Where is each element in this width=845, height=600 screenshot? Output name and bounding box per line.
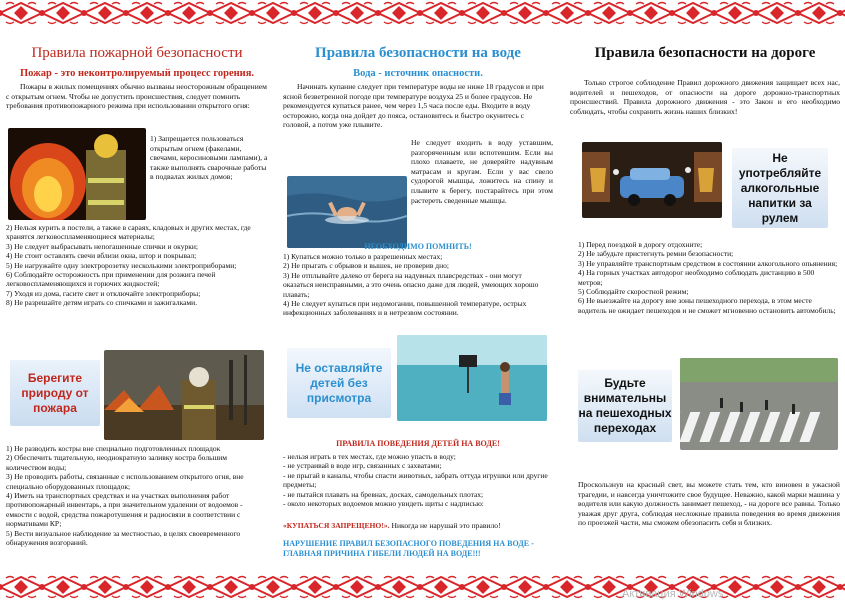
list-item: 1) Не разводить костры вне специально подготовленных площадок — [6, 444, 221, 453]
water-danger-subtitle: Вода - источник опасности. — [353, 68, 483, 79]
watch-children-callout: Не оставляйте детей без присмотра — [287, 348, 391, 418]
fire-rule-1: 1) Запрещается пользоваться открытым огнем (факелами, свечами, керосиновыми лампами), а также выполнять сварочные работы в подвалах жилых домов; — [150, 134, 268, 182]
car-crash-alcohol-photo — [582, 142, 722, 218]
list-item: 2) Нельзя курить в постели, а также в сараях, кладовых и других местах, где хранятся легковоспламеняющиеся материалы; — [6, 223, 251, 242]
remember-heading: НЕОБХОДИМО ПОМНИТЬ! — [364, 242, 472, 251]
list-item: 2) Не прыгать с обрывов и вышек, не проверив дно; — [283, 261, 449, 271]
list-item: - не устраивай в воде игр, связанных с захватами; — [283, 461, 442, 471]
list-item: 5) Соблюдайте скоростной режим; — [578, 287, 689, 297]
child-at-lake-photo — [397, 335, 547, 421]
road-outro: Проскользнув на красный свет, вы можете стать тем, кто виновен в ужасной трагедии, и навсегда уничтожите свое будущее. Неважно, какой марки машина у водителя или какую должность занимает пешеход, - на дороге все равны. Только уважая друг друга, соблюдая несложные правила поведения во время движения по проезжей части, мы сможем обезопасить себя и близких. — [578, 480, 840, 528]
water-intro: Начинать купание следует при температуре воды не ниже 18 градусов и при ясной безветренной погоде при температуре воздуха 25 и более градусов. Не рекомендуется купаться ранее, чем через 1,5 часа после еды. Входите в воду осторожно, когда она дойдет до пояса, остановитесь и быстро окунитесь с головой, а потом уже плывите. — [283, 82, 544, 130]
list-item: 3) Не управляйте транспортным средством в состоянии алкогольного опьянения; — [578, 258, 838, 268]
crosswalk-photo — [680, 358, 838, 450]
no-swimming-tail: Никогда не нарушай это правило! — [389, 521, 501, 530]
no-swimming-sign-text: «КУПАТЬСЯ ЗАПРЕЩЕНО!». — [283, 521, 390, 530]
list-item: 8) Не разрешайте детям играть со спичками и зажигалками. — [6, 298, 198, 308]
list-item: 5) Вести визуальное наблюдение за местностью, в целях своевременного обнаружения возгораний. — [6, 528, 241, 548]
list-item: 4) На горных участках автодорог необходимо соблюдать дистанцию в 500 метров; — [578, 268, 815, 287]
road-rules-list — [578, 240, 840, 315]
fire-safety-column — [6, 30, 268, 570]
fire-intro: Пожары в жилых помещениях обычно вызваны неосторожным обращением с открытым огнем. Чтобы не допустить происшествия, следует помнить требования противопожарного режима при использовании открытого огня: — [6, 82, 267, 111]
list-item: 6) Соблюдайте осторожность при применении для розжига печей легковоспламеняющихся и горючих жидкостей; — [6, 270, 216, 289]
list-item: - нельзя играть в тех местах, где можно упасть в воду; — [283, 452, 456, 461]
list-item: 4) Не следует купаться при недомогании, повышенной температуре, острых инфекционных заболеваниях и в нетрезвом состоянии. — [283, 299, 527, 318]
road-safety-column — [570, 30, 840, 570]
fire-safety-title: Правила пожарной безопасности — [31, 45, 243, 61]
crosswalk-attention-callout: Будьте внимательны на пешеходных переходах — [578, 370, 672, 442]
list-item: 2) Обеспечить тщательную, неоднократную заливку костра большим количеством воды; — [6, 453, 228, 472]
forest-fire-photo — [104, 350, 264, 440]
children-rules-heading: ПРАВИЛА ПОВЕДЕНИЯ ДЕТЕЙ НА ВОДЕ! — [336, 439, 500, 448]
list-item: 3) Не следует выбрасывать непогашенные спички и окурки; — [6, 241, 198, 251]
forest-rules-list — [6, 444, 268, 547]
list-item: - не пытайся плавать на бревнах, досках, самодельных плотах; — [283, 489, 484, 499]
list-item: 4) Иметь на транспортных средствах и на участках выполнения работ противопожарный инвентарь, а при значительном удалении от водоемов - емкости с водой, средства пожаротушения и радиосвязи в соответствии с нормативами КР; — [6, 491, 243, 529]
list-item: - не прыгай в каналы, чтобы спасти животных, забрать оттуда игрушки или другие предметы; — [283, 470, 548, 490]
list-item: 2) Не забудьте пристегнуть ремни безопасности; — [578, 249, 734, 259]
list-item: 4) Не стоит оставлять свечи вблизи окна, штор и покрывал; — [6, 251, 197, 261]
road-intro: Только строгое соблюдение Правил дорожного движения защищает всех нас, водителей и пешеходов, от опасности на дороге дорожно-транспортных происшествий. Правила дорожного движения - это Закон и его необходимо соблюдать, чтобы сохранить жизнь наших близких! — [570, 78, 840, 116]
road-safety-title: Правила безопасности на дороге — [594, 45, 816, 61]
list-item: 1) Перед поездкой в дорогу отдохните; — [578, 240, 703, 249]
water-side-advice: Не следует входить в воду уставшим, разгоряченным или вспотевшим. Если вы плохо плаваете, не доверяйте надувным матрасам и кругам. Если у вас свело судорогой мышцы, ложитесь на спину и плывите к берегу, постарайтесь при этом растереть сведенные мышцы. — [411, 138, 553, 205]
firefighter-photo — [8, 128, 146, 220]
no-drunk-driving-callout: Не употребляйте алкогольные напитки за рулем — [732, 148, 828, 228]
water-safety-title: Правила безопасности на воде — [315, 45, 521, 61]
list-item: 7) Уходя из дома, гасите свет и отключайте электроприборы; — [6, 288, 201, 298]
remember-list — [283, 252, 553, 318]
children-rules-list — [283, 452, 553, 508]
drowning-person-photo — [287, 176, 407, 248]
list-item: 5) Не нагружайте одну электророзетку несколькими электроприборами; — [6, 260, 237, 270]
water-footer-warning: НАРУШЕНИЕ ПРАВИЛ БЕЗОПАСНОГО ПОВЕДЕНИЯ НА ВОДЕ - ГЛАВНАЯ ПРИЧИНА ГИБЕЛИ ЛЮДЕЙ НА ВОДЕ!!! — [283, 539, 534, 558]
list-item: 3) Не отплывайте далеко от берега на надувных плавсредствах - они могут оказаться неисправными, а это очень опасно даже для людей, умеющих хорошо плавать; — [283, 270, 539, 299]
no-swimming-sign-line — [283, 521, 553, 531]
fire-definition: Пожар - это неконтролируемый процесс горения. — [19, 68, 255, 79]
list-item: 1) Купаться можно только в разрешенных местах; — [283, 252, 443, 261]
list-item: - около некоторых водоемов можно увидеть щиты с надписью: — [283, 499, 484, 509]
list-item: 3) Не проводить работы, связанные с использованием открытого огня, вне специально оборудованных площадок; — [6, 472, 244, 491]
protect-nature-callout: Берегите природу от пожара — [10, 360, 100, 426]
windows-activation-watermark: Активация Windows — [622, 588, 724, 600]
top-ornament-border — [0, 0, 845, 26]
list-item: 6) Не выезжайте на дорогу вне зоны пешеходного перехода, в этом месте водитель не ожидает пешеходов и не сможет мгновенно остановить автомобиль; — [578, 296, 836, 315]
water-safety-column — [283, 30, 553, 570]
fire-rules-list — [6, 223, 268, 308]
